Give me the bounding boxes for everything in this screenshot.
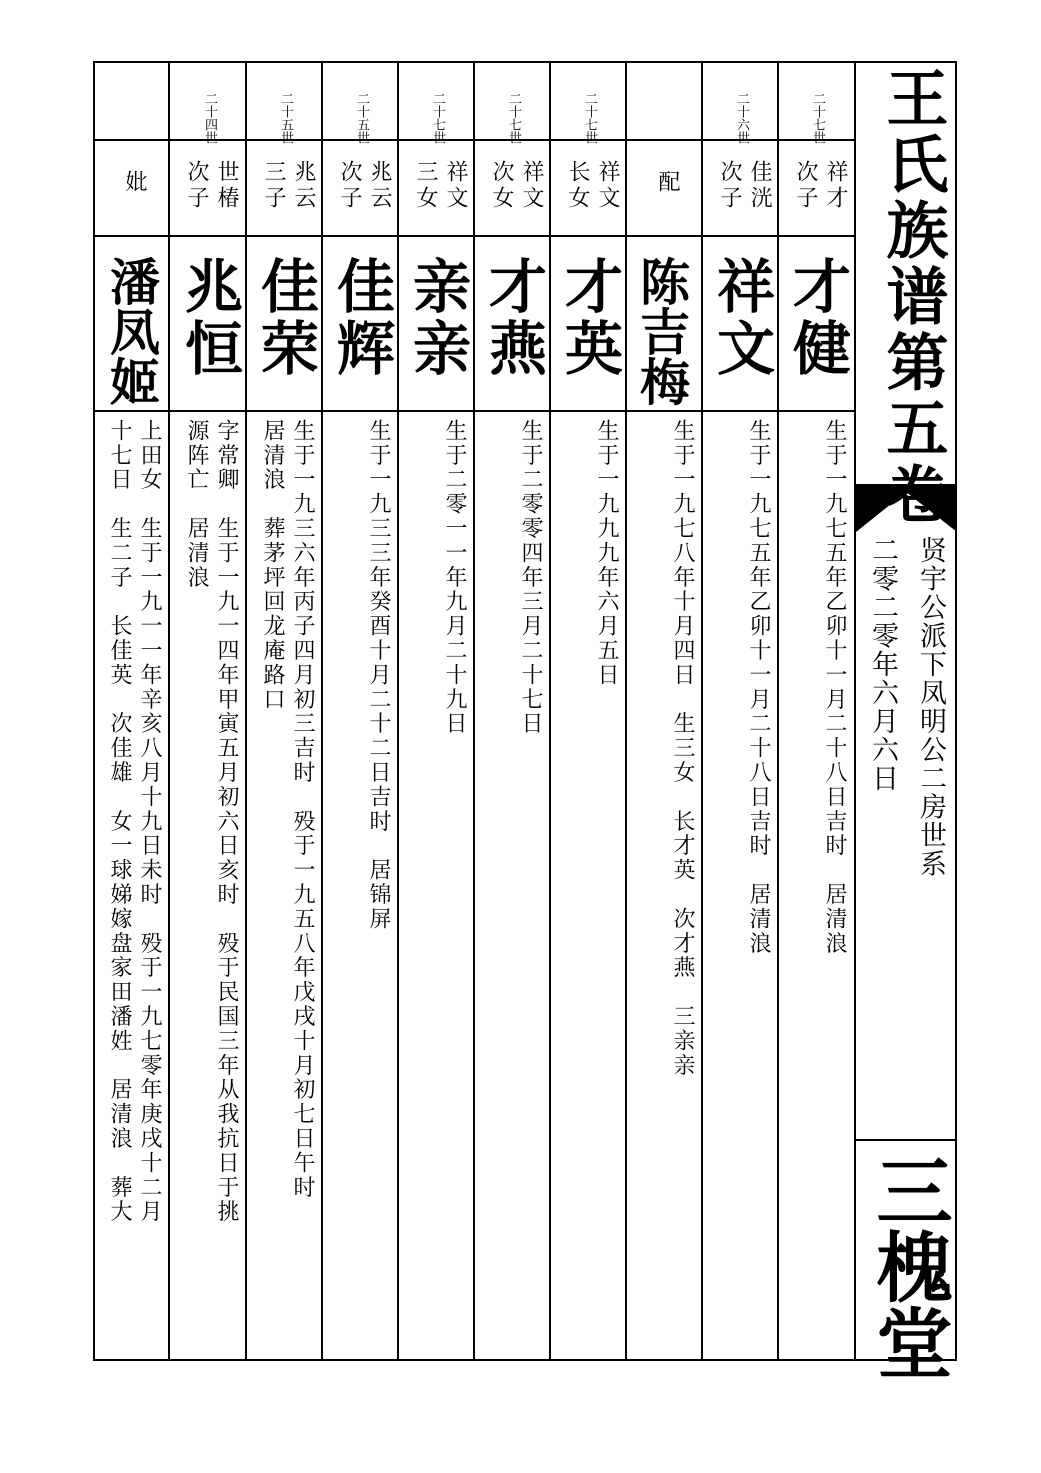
person-bio: 生于一九三六年丙子四月初三吉时 殁于一九五八年戊戌十月初七日午时 居清浪 葬茅坪回龙庵路口 [260,419,315,1200]
relation-label: 兆云 次子 [337,160,392,212]
row-divider [93,410,856,412]
book-subtitle: 贤宇公派下凤明公二房世系 [915,536,946,878]
person-bio: 生于一九七五年乙卯十一月二十八日吉时 居清浪 [746,419,771,956]
generation-label: 二十七世 [430,92,445,144]
relation-label: 祥文 次女 [489,160,544,212]
person-name: 才英 [555,256,623,380]
generation-label: 二十七世 [506,92,521,144]
person-name: 潘凤姬 [102,256,160,406]
relation-label: 祥才 次子 [793,160,848,212]
generation-label: 二十六世 [734,92,749,144]
generation-label: 二十五世 [278,92,293,144]
person-bio: 生于一九九九年六月五日 [594,419,619,688]
person-bio: 生于一九七五年乙卯十一月二十八日吉时 居清浪 [822,419,847,956]
title-divider [856,1139,957,1141]
generation-label: 二十七世 [810,92,825,144]
generation-label: 二十七世 [582,92,597,144]
book-title: 王氏族谱第五卷 [876,66,949,528]
person-bio: 上田女 生于一九一一年辛亥八月十九日未时 殁于一九七零年庚戌十二月 十七日 生二子 长佳英 次佳雄 女一球娣嫁盘家田潘姓 居清浪 葬大 [107,419,162,1225]
person-bio: 生于二零零四年三月二十七日 [518,419,543,737]
person-name: 祥文 [707,256,775,380]
person-bio: 生于一九七八年十月四日 生三女 长才英 次才燕 三亲亲 [670,419,695,1078]
person-name: 才燕 [479,256,547,380]
person-bio: 生于一九三三年癸酉十月二十二日吉时 居锦屏 [366,419,391,932]
person-name: 佳荣 [251,256,319,380]
person-name: 兆恒 [175,256,243,380]
hall-name: 三槐堂 [864,1152,953,1380]
person-name: 陈吉梅 [632,256,690,406]
relation-label: 妣 [122,170,147,192]
relation-label: 世椿 次子 [184,160,239,212]
generation-label: 二十五世 [354,92,369,144]
person-bio: 字常卿 生于一九一四年甲寅五月初六日亥时 殁于民国三年从我抗日于挑 源阵亡 居清浪 [184,419,239,1225]
person-name: 亲亲 [403,256,471,380]
person-name: 才健 [783,256,851,380]
row-divider [93,235,856,237]
person-name: 佳辉 [327,256,395,380]
book-date: 二零二零年六月六日 [867,536,898,793]
relation-label: 祥文 三女 [413,160,468,212]
relation-label: 佳洸 次子 [717,160,772,212]
person-bio: 生于二零一一年九月二十九日 [442,419,467,737]
relation-label: 配 [655,170,680,192]
relation-label: 祥文 长女 [565,160,620,212]
relation-label: 兆云 三子 [261,160,316,212]
generation-label: 二十四世 [202,92,217,144]
